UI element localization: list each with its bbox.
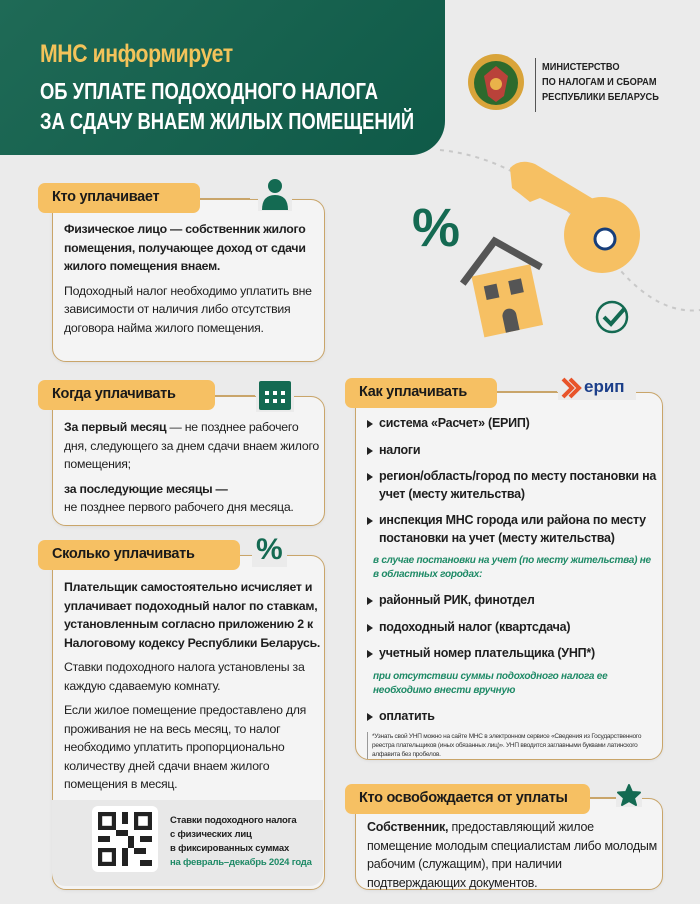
divider [590,797,618,799]
divider [200,198,250,200]
divider [215,395,255,397]
step-note: в случае постановки на учет (по месту жительства) не в областных городах: [373,555,651,580]
how-much-title: Сколько уплачивать [38,540,240,570]
header-title: МНС информирует [40,40,233,68]
exempt-bold: Собственник, [367,820,449,834]
divider [497,391,557,393]
who-pays-body [64,220,320,337]
when-pay-title: Когда уплачивать [38,380,215,410]
ministry-line: ПО НАЛОГАМ И СБОРАМ [542,76,657,88]
header-subtitle [40,76,414,136]
house-icon [455,233,552,340]
subtitle-line: ЗА СДАЧУ ВНАЕМ ЖИЛЫХ ПОМЕЩЕНИЙ [40,108,415,134]
qr-caption [170,814,312,870]
checkmark-icon [597,302,627,332]
who-pays-text: Подоходный налог необходимо уплатить вне зависимости от наличия либо отсутствия договора найма жилого помещения. [64,283,312,335]
divider [535,58,536,112]
step-note: при отсутствии суммы подоходного налога ее необходимо внести вручную [373,670,608,696]
ministry-line: МИНИСТЕРСТВО [542,61,620,73]
qr-caption-line: в фиксированных суммах [170,843,290,854]
ministry-name [542,60,659,105]
first-month-label: За первый месяц [64,420,167,434]
footnote: *Узнать свой УНП можно на сайте МНС в электронном сервисе «Сведения из Государственного реестра плательщиков (иных обязанных лиц)». УНП вводится заглавными буквами латинского алфавита без пробелов. [367,732,657,759]
how-much-body [64,578,322,794]
how-much-bold: Плательщик самостоятельно исчисляет и уплачивает подоходный налог по ставкам, установленным согласно приложению 2 к Налоговому кодексу Республики Беларусь. [64,580,321,650]
qr-period: на февраль–декабрь 2024 года [170,857,312,868]
qr-section [52,800,323,886]
key-icon [510,162,640,273]
next-months-text: не позднее первого рабочего дня месяца. [64,500,294,514]
erip-logo-text: ерип [584,377,625,396]
erip-logo [558,376,636,400]
first-month-text: — не позднее рабочего дня, следующего за днем сдачи внаем жилого помещения; [64,420,320,471]
step-item: учетный номер плательщика (УНП*) [367,645,657,663]
step-item: система «Расчет» (ЕРИП) [367,415,657,433]
step-item: районный РИК, финотдел [367,592,657,610]
who-pays-title: Кто уплачивает [38,183,200,213]
step-item: подоходный налог (квартсдача) [367,619,657,637]
calendar-icon [256,378,294,412]
step-item: налоги [367,442,657,460]
exempt-text: предоставляющий жилое помещение молодым специалистам либо молодым рабочим (служащим), при наличии подтверждающих документов. [367,820,657,890]
who-pays-bold: Физическое лицо — собственник жилого помещения, получающее доход от сдачи жилого помещения внаем. [64,222,306,273]
qr-code-image [98,812,152,866]
star-icon [616,783,642,807]
how-much-text: Если жилое помещение предоставлено для проживания не на весь месяц, то налог необходимо уплатить пропорционально количеству дней сдачи внаем жилого помещения в месяц. [64,703,307,791]
ministry-line: РЕСПУБЛИКИ БЕЛАРУСЬ [542,91,659,103]
qr-code[interactable] [92,806,158,872]
qr-caption-line: с физических лиц [170,829,252,840]
exempt-body [367,818,657,892]
percent-icon: % [252,533,287,567]
header-banner [0,0,445,155]
step-item: оплатить [367,708,657,726]
how-much-text: Ставки подоходного налога установлены за каждую сдаваемую комнату. [64,660,305,693]
how-pay-title: Как уплачивать [345,378,497,408]
subtitle-line: ОБ УПЛАТЕ ПОДОХОДНОГО НАЛОГА [40,78,379,104]
how-pay-steps [367,415,657,759]
qr-caption-line: Ставки подоходного налога [170,815,297,826]
step-item: инспекция МНС города или района по месту постановки на учет (месту жительства) [367,512,657,547]
illustration [380,140,700,350]
when-pay-body [64,418,322,517]
exempt-title: Кто освобождается от уплаты [345,784,590,814]
step-item: регион/область/город по месту постановки на учет (месту жительства) [367,468,657,503]
ministry-emblem-logo [466,52,526,112]
percent-icon: % [412,198,461,258]
person-icon [258,177,292,211]
next-months-label: за последующие месяцы — [64,481,228,496]
erip-chevron-icon [560,377,582,399]
